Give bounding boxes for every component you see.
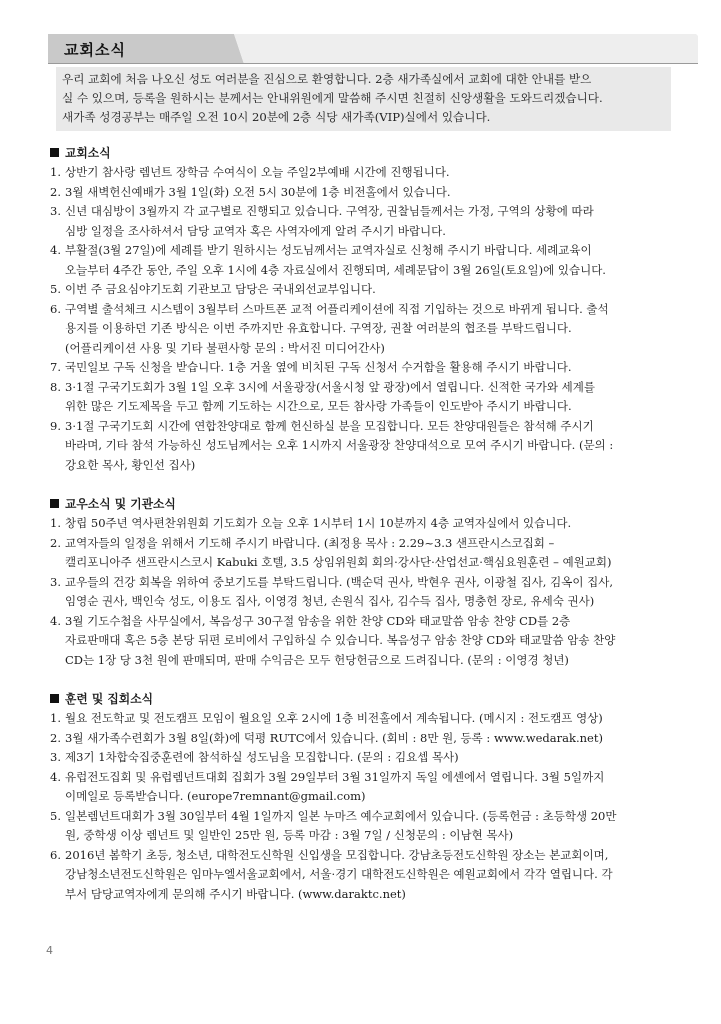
list-item	[50, 709, 672, 729]
item-line: 강남청소년전도신학원은 임마누엘서울교회에서, 서울·경기 대학전도신학원은 예원교회에서 각각 열립니다. 각	[65, 867, 613, 881]
item-text	[65, 241, 672, 280]
item-text	[65, 280, 672, 300]
item-text	[65, 358, 672, 378]
list-item	[50, 300, 672, 359]
item-number: 4.	[50, 769, 61, 784]
item-number: 3.	[50, 574, 61, 589]
news-section	[50, 144, 672, 475]
square-bullet-icon	[50, 148, 59, 157]
list-item	[50, 768, 672, 807]
intro-line: 실 수 있으며, 등록을 원하시는 분께서는 안내위원에게 말씀해 주시면 친절히 신앙생활을 도와드리겠습니다.	[62, 91, 603, 105]
list-item	[50, 514, 672, 534]
item-line: (어플리케이션 사용 및 기타 불편사항 문의 : 박서진 미디어간사)	[65, 340, 385, 355]
section-title-text: 교회소식	[65, 146, 111, 160]
intro-line: 새가족 성경공부는 매주일 오전 10시 20분에 2층 식당 새가족(VIP)실에서 있습니다.	[62, 110, 491, 124]
item-number: 3.	[50, 750, 61, 764]
intro-box	[56, 67, 671, 131]
item-line: 용지를 이용하던 기존 방식은 이번 주까지만 유효합니다. 구역장, 권찰 여러분의 협조를 부탁드립니다.	[65, 321, 572, 335]
item-number: 9.	[50, 418, 61, 433]
item-line: 신년 대심방이 3월까지 각 교구별로 진행되고 있습니다. 구역장, 권찰님들께서는 가정, 구역의 상황에 따라	[65, 204, 594, 218]
section-header-bar	[48, 34, 698, 64]
list-item	[50, 280, 672, 300]
item-line: 국민일보 구독 신청을 받습니다. 1층 거울 옆에 비치된 구독 신청서 수거함을 활용해 주시기 바랍니다.	[65, 360, 572, 374]
page-number: 4	[46, 944, 53, 957]
item-line: 3·1절 구국기도회 시간에 연합찬양대로 함께 헌신하실 분을 모집합니다. 모든 찬양대원들은 참석해 주시기	[65, 418, 594, 433]
item-line: 부활절(3월 27일)에 세례를 받기 원하시는 성도님께서는 교역자실로 신청해 주시기 바랍니다. 세례교육이	[65, 243, 592, 257]
item-number: 2.	[50, 535, 61, 550]
item-line: 상반기 참사랑 렘넌트 장학금 수여식이 오늘 주일2부예배 시간에 진행됩니다.	[65, 165, 450, 179]
item-line: 2016년 봄학기 초등, 청소년, 대학전도신학원 신입생을 모집합니다. 강남초등전도신학원 장소는 본교회이며,	[65, 847, 609, 862]
list-item	[50, 534, 672, 573]
item-text	[65, 768, 672, 807]
item-line: 월요 전도학교 및 전도캠프 모임이 월요일 오후 2시에 1층 비전홀에서 계속됩니다. (메시지 : 전도캠프 영상)	[65, 711, 603, 725]
item-number: 4.	[50, 613, 61, 628]
content	[50, 144, 672, 904]
list-item	[50, 573, 672, 612]
item-line: 원, 중학생 이상 렘넌트 및 일반인 25만 원, 등록 마감 : 3월 7일 / 신청문의 : 이남현 목사)	[65, 828, 514, 842]
item-number: 8.	[50, 379, 61, 394]
list-item	[50, 202, 672, 241]
section-title	[50, 690, 672, 709]
item-line: 임영순 권사, 백인숙 성도, 이용도 집사, 이영경 청년, 손원식 집사, 김수득 집사, 명충헌 장로, 유세숙 권사)	[65, 594, 595, 608]
item-number: 5.	[50, 282, 61, 296]
list-item	[50, 612, 672, 671]
item-line: 3월 새가족수련회가 3월 8일(화)에 덕평 RUTC에서 있습니다. (회비 : 8만 원, 등록 : www.wedarak.net)	[65, 730, 603, 745]
item-number: 1.	[50, 711, 61, 725]
item-text	[65, 534, 672, 573]
item-text	[65, 729, 672, 749]
list-item	[50, 807, 672, 846]
item-line: 이번 주 금요심야기도회 기관보고 담당은 국내외선교부입니다.	[65, 282, 376, 296]
list-item	[50, 358, 672, 378]
item-line: 바라며, 기타 참석 가능하신 성도님께서는 오후 1시까지 서울광장 찬양대석으로 모여 주시기 바랍니다. (문의 :	[65, 438, 614, 452]
item-text	[65, 573, 672, 612]
item-text	[65, 709, 672, 729]
section-gap	[50, 475, 672, 495]
item-number: 5.	[50, 808, 61, 823]
item-text	[65, 612, 672, 671]
header-tab-shape	[48, 34, 698, 64]
item-number: 6.	[50, 301, 61, 316]
item-line: 제3기 1차합숙집중훈련에 참석하실 성도님을 모집합니다. (문의 : 김요셉 목사)	[65, 750, 459, 764]
item-number: 1.	[50, 165, 61, 179]
section-title-text: 교우소식 및 기관소식	[65, 497, 176, 511]
section-title-text: 훈련 및 집회소식	[65, 692, 153, 706]
item-text	[65, 807, 672, 846]
list-item	[50, 729, 672, 749]
item-number: 6.	[50, 847, 61, 862]
item-line: 오늘부터 4주간 동안, 주일 오후 1시에 4층 자료실에서 진행되며, 세례문답이 3월 26일(토요일)에 있습니다.	[65, 262, 606, 277]
item-text	[65, 300, 672, 359]
item-line: 3월 새벽헌신예배가 3월 1일(화) 오전 5시 30분에 1층 비전홀에서 있습니다.	[65, 184, 451, 199]
square-bullet-icon	[50, 694, 59, 703]
item-number: 2.	[50, 730, 61, 745]
news-section	[50, 495, 672, 670]
item-line: 3·1절 구국기도회가 3월 1일 오후 3시에 서울광장(서울시청 앞 광장)에서 열립니다. 신적한 국가와 세계를	[65, 379, 595, 394]
list-item	[50, 241, 672, 280]
item-line: 심방 일정을 조사하셔서 담당 교역자 혹은 사역자에게 알려 주시기 바랍니다.	[65, 223, 446, 238]
square-bullet-icon	[50, 499, 59, 508]
item-line: 부서 담당교역자에게 문의해 주시기 바랍니다. (www.daraktc.net)	[65, 886, 406, 901]
item-line: 일본렘넌트대회가 3월 30일부터 4월 1일까지 일본 누마즈 예수교회에서 있습니다. (등록헌금 : 초등학생 20만	[65, 808, 617, 823]
list-item	[50, 417, 672, 476]
item-text	[65, 417, 672, 476]
item-number: 7.	[50, 360, 61, 374]
item-line: 이메일로 등록받습니다. (europe7remnant@gmail.com)	[65, 789, 366, 803]
item-number: 1.	[50, 516, 61, 530]
list-item	[50, 183, 672, 203]
item-text	[65, 514, 672, 534]
item-line: 3월 기도수첩을 사무실에서, 복음성구 30구절 암송을 위한 찬양 CD와 태교말씀 암송 찬양 CD를 2층	[65, 613, 571, 628]
item-line: 위한 많은 기도제목을 두고 함께 기도하는 시간으로, 모든 참사랑 가족들이 인도받아 주시기 바랍니다.	[65, 399, 572, 413]
section-gap	[50, 670, 672, 690]
item-line: 교우들의 건강 회복을 위하여 중보기도를 부탁드립니다. (백순덕 권사, 박현우 권사, 이광철 집사, 김옥이 집사,	[65, 574, 613, 589]
item-number: 2.	[50, 184, 61, 199]
item-line: 창립 50주년 역사편찬위원회 기도회가 오늘 오후 1시부터 1시 10분까지 4층 교역자실에서 있습니다.	[65, 516, 572, 530]
list-item	[50, 378, 672, 417]
item-text	[65, 378, 672, 417]
header-title: 교회소식	[64, 41, 126, 59]
item-line: 구역별 출석체크 시스템이 3월부터 스마트폰 교적 어플리케이션에 직접 기입하는 것으로 바뀌게 됩니다. 출석	[65, 301, 609, 316]
item-line: 자료판매대 혹은 5층 본당 뒤편 로비에서 구입하실 수 있습니다. 복음성구 암송 찬양 CD와 태교말씀 암송 찬양	[65, 633, 616, 647]
section-title	[50, 495, 672, 514]
item-text	[65, 748, 672, 768]
item-text	[65, 163, 672, 183]
list-item	[50, 846, 672, 905]
intro-line: 우리 교회에 처음 나오신 성도 여러분을 진심으로 환영합니다. 2층 새가족실에서 교회에 대한 안내를 받으	[62, 72, 592, 86]
list-item	[50, 748, 672, 768]
item-number: 3.	[50, 204, 61, 218]
item-text	[65, 846, 672, 905]
item-line: 교역자들의 일정을 위해서 기도해 주시기 바랍니다. (최정용 목사 : 2.29~3.3 샌프란시스코집회 –	[65, 535, 555, 550]
item-text	[65, 183, 672, 203]
item-line: 유럽전도집회 및 유럽렘넌트대회 집회가 3월 29일부터 3월 31일까지 독일 에센에서 열립니다. 3월 5일까지	[65, 769, 605, 784]
item-line: CD는 1장 당 3천 원에 판매되며, 판매 수익금은 모두 헌당헌금으로 드려집니다. (문의 : 이영경 청년)	[65, 652, 569, 667]
news-section	[50, 690, 672, 904]
list-item	[50, 163, 672, 183]
item-line: 캘리포니아주 샌프란시스코시 Kabuki 호텔, 3.5 상임위원회 회의·강사단·산업선교·핵심요원훈련 – 예원교회)	[65, 555, 612, 569]
item-number: 4.	[50, 243, 61, 257]
section-title	[50, 144, 672, 163]
item-text	[65, 202, 672, 241]
item-line: 강요한 목사, 황인선 집사)	[65, 457, 196, 472]
